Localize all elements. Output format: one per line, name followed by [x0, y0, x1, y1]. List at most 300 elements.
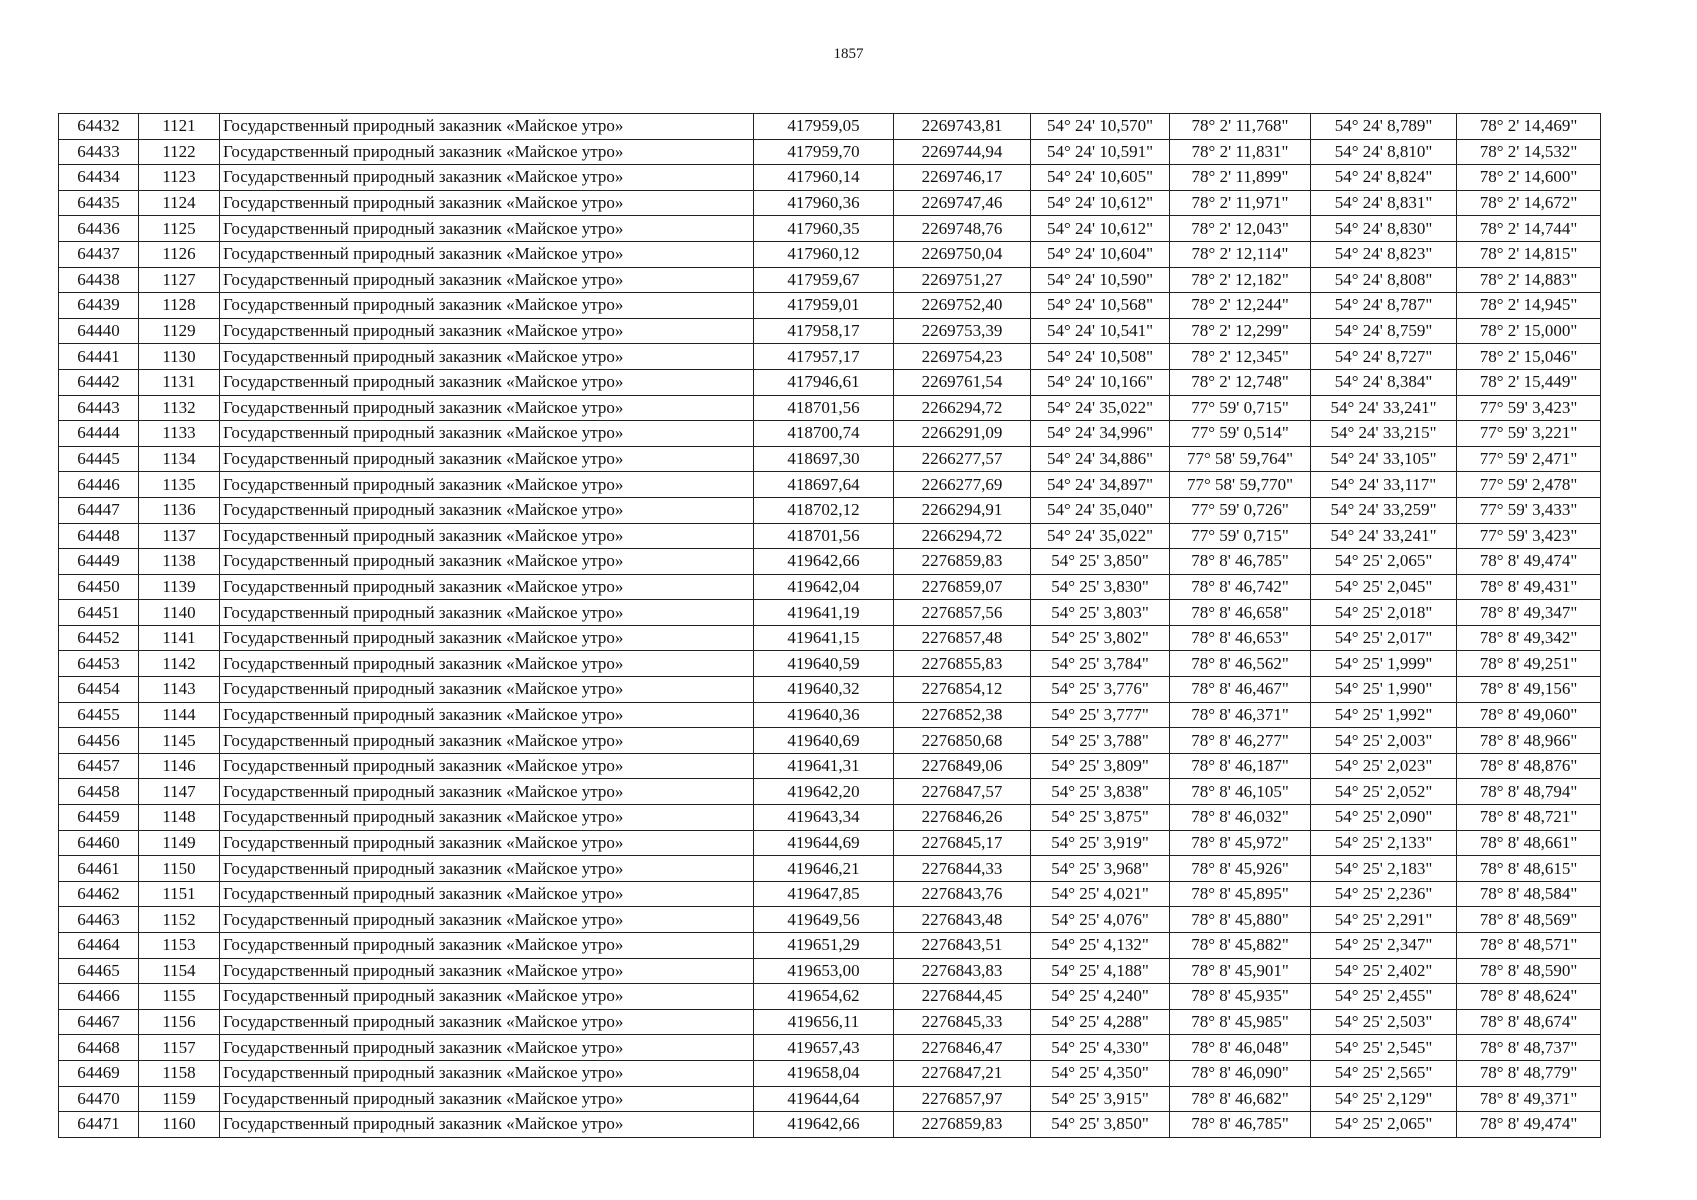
point-number-cell: 1140: [139, 600, 220, 626]
point-number-cell: 1156: [139, 1009, 220, 1035]
y-coordinate-cell: 2276854,12: [894, 677, 1031, 703]
longitude-1-cell: 78° 8' 45,926": [1170, 856, 1311, 882]
point-number-cell: 1125: [139, 216, 220, 242]
x-coordinate-cell: 419641,31: [754, 753, 894, 779]
table-row: [59, 497, 1601, 523]
row-id-cell: 64466: [59, 984, 139, 1010]
row-id-cell: 64449: [59, 549, 139, 575]
point-number-cell: 1129: [139, 318, 220, 344]
row-id-cell: 64456: [59, 728, 139, 754]
y-coordinate-cell: 2276859,07: [894, 574, 1031, 600]
latitude-2-cell: 54° 25' 1,990": [1311, 677, 1457, 703]
y-coordinate-cell: 2269744,94: [894, 139, 1031, 165]
territory-name-cell: Государственный природный заказник «Майское утро»: [220, 651, 754, 677]
page-number: 1857: [833, 46, 864, 62]
latitude-1-cell: 54° 24' 34,996": [1031, 421, 1170, 447]
longitude-2-cell: 78° 8' 48,590": [1457, 958, 1601, 984]
row-id-cell: 64470: [59, 1086, 139, 1112]
row-id-cell: 64462: [59, 881, 139, 907]
row-id-cell: 64438: [59, 267, 139, 293]
latitude-1-cell: 54° 24' 10,612": [1031, 190, 1170, 216]
point-number-cell: 1150: [139, 856, 220, 882]
longitude-2-cell: 78° 8' 49,060": [1457, 702, 1601, 728]
x-coordinate-cell: 419646,21: [754, 856, 894, 882]
territory-name-cell: Государственный природный заказник «Майское утро»: [220, 779, 754, 805]
table-row: [59, 523, 1601, 549]
point-number-cell: 1147: [139, 779, 220, 805]
longitude-2-cell: 78° 2' 14,744": [1457, 216, 1601, 242]
longitude-1-cell: 77° 58' 59,770": [1170, 472, 1311, 498]
y-coordinate-cell: 2276847,57: [894, 779, 1031, 805]
territory-name-cell: Государственный природный заказник «Майское утро»: [220, 139, 754, 165]
table-row: [59, 677, 1601, 703]
row-id-cell: 64458: [59, 779, 139, 805]
x-coordinate-cell: 419644,64: [754, 1086, 894, 1112]
territory-name-cell: Государственный природный заказник «Майское утро»: [220, 574, 754, 600]
longitude-2-cell: 78° 8' 49,342": [1457, 625, 1601, 651]
row-id-cell: 64455: [59, 702, 139, 728]
point-number-cell: 1141: [139, 625, 220, 651]
longitude-2-cell: 78° 8' 49,474": [1457, 549, 1601, 575]
y-coordinate-cell: 2269752,40: [894, 293, 1031, 319]
longitude-2-cell: 78° 8' 48,624": [1457, 984, 1601, 1010]
territory-name-cell: Государственный природный заказник «Майское утро»: [220, 395, 754, 421]
table-row: [59, 805, 1601, 831]
latitude-1-cell: 54° 24' 10,541": [1031, 318, 1170, 344]
latitude-1-cell: 54° 25' 4,350": [1031, 1060, 1170, 1086]
latitude-2-cell: 54° 25' 2,565": [1311, 1060, 1457, 1086]
table-row: [59, 446, 1601, 472]
latitude-2-cell: 54° 25' 2,065": [1311, 1112, 1457, 1138]
y-coordinate-cell: 2269751,27: [894, 267, 1031, 293]
point-number-cell: 1152: [139, 907, 220, 933]
territory-name-cell: Государственный природный заказник «Майское утро»: [220, 241, 754, 267]
table-row: [59, 1060, 1601, 1086]
row-id-cell: 64453: [59, 651, 139, 677]
y-coordinate-cell: 2266294,91: [894, 497, 1031, 523]
territory-name-cell: Государственный природный заказник «Майское утро»: [220, 625, 754, 651]
table-row: [59, 728, 1601, 754]
longitude-2-cell: 78° 2' 15,449": [1457, 369, 1601, 395]
longitude-1-cell: 78° 2' 11,831": [1170, 139, 1311, 165]
row-id-cell: 64463: [59, 907, 139, 933]
latitude-2-cell: 54° 24' 33,117": [1311, 472, 1457, 498]
row-id-cell: 64448: [59, 523, 139, 549]
territory-name-cell: Государственный природный заказник «Майское утро»: [220, 677, 754, 703]
y-coordinate-cell: 2276847,21: [894, 1060, 1031, 1086]
territory-name-cell: Государственный природный заказник «Майское утро»: [220, 728, 754, 754]
x-coordinate-cell: 419642,04: [754, 574, 894, 600]
row-id-cell: 64451: [59, 600, 139, 626]
longitude-2-cell: 77° 59' 3,423": [1457, 523, 1601, 549]
longitude-1-cell: 77° 59' 0,715": [1170, 395, 1311, 421]
longitude-2-cell: 78° 8' 49,156": [1457, 677, 1601, 703]
longitude-2-cell: 78° 2' 14,532": [1457, 139, 1601, 165]
point-number-cell: 1131: [139, 369, 220, 395]
row-id-cell: 64450: [59, 574, 139, 600]
point-number-cell: 1128: [139, 293, 220, 319]
x-coordinate-cell: 417957,17: [754, 344, 894, 370]
longitude-2-cell: 78° 8' 48,569": [1457, 907, 1601, 933]
longitude-2-cell: 78° 8' 48,584": [1457, 881, 1601, 907]
x-coordinate-cell: 419656,11: [754, 1009, 894, 1035]
point-number-cell: 1160: [139, 1112, 220, 1138]
latitude-2-cell: 54° 25' 2,236": [1311, 881, 1457, 907]
longitude-1-cell: 78° 8' 45,985": [1170, 1009, 1311, 1035]
y-coordinate-cell: 2269754,23: [894, 344, 1031, 370]
territory-name-cell: Государственный природный заказник «Майское утро»: [220, 446, 754, 472]
x-coordinate-cell: 418701,56: [754, 395, 894, 421]
longitude-1-cell: 78° 8' 46,653": [1170, 625, 1311, 651]
territory-name-cell: Государственный природный заказник «Майское утро»: [220, 702, 754, 728]
longitude-1-cell: 78° 2' 12,244": [1170, 293, 1311, 319]
table-row: [59, 881, 1601, 907]
territory-name-cell: Государственный природный заказник «Майское утро»: [220, 114, 754, 140]
latitude-1-cell: 54° 24' 10,604": [1031, 241, 1170, 267]
x-coordinate-cell: 419657,43: [754, 1035, 894, 1061]
territory-name-cell: Государственный природный заказник «Майское утро»: [220, 216, 754, 242]
latitude-1-cell: 54° 25' 3,915": [1031, 1086, 1170, 1112]
x-coordinate-cell: 419654,62: [754, 984, 894, 1010]
y-coordinate-cell: 2276852,38: [894, 702, 1031, 728]
point-number-cell: 1122: [139, 139, 220, 165]
latitude-1-cell: 54° 24' 10,612": [1031, 216, 1170, 242]
table-row: [59, 933, 1601, 959]
longitude-2-cell: 78° 8' 48,661": [1457, 830, 1601, 856]
x-coordinate-cell: 417960,12: [754, 241, 894, 267]
territory-name-cell: Государственный природный заказник «Майское утро»: [220, 907, 754, 933]
row-id-cell: 64440: [59, 318, 139, 344]
y-coordinate-cell: 2269747,46: [894, 190, 1031, 216]
point-number-cell: 1124: [139, 190, 220, 216]
latitude-2-cell: 54° 24' 33,241": [1311, 395, 1457, 421]
point-number-cell: 1135: [139, 472, 220, 498]
latitude-1-cell: 54° 24' 10,568": [1031, 293, 1170, 319]
point-number-cell: 1158: [139, 1060, 220, 1086]
y-coordinate-cell: 2276844,45: [894, 984, 1031, 1010]
y-coordinate-cell: 2276843,76: [894, 881, 1031, 907]
longitude-2-cell: 78° 8' 48,721": [1457, 805, 1601, 831]
table-row: [59, 293, 1601, 319]
y-coordinate-cell: 2276849,06: [894, 753, 1031, 779]
y-coordinate-cell: 2276845,33: [894, 1009, 1031, 1035]
territory-name-cell: Государственный природный заказник «Майское утро»: [220, 369, 754, 395]
table-row: [59, 830, 1601, 856]
latitude-2-cell: 54° 25' 2,291": [1311, 907, 1457, 933]
point-number-cell: 1142: [139, 651, 220, 677]
longitude-1-cell: 78° 8' 46,785": [1170, 1112, 1311, 1138]
territory-name-cell: Государственный природный заказник «Майское утро»: [220, 1086, 754, 1112]
table-row: [59, 856, 1601, 882]
latitude-1-cell: 54° 25' 3,850": [1031, 549, 1170, 575]
table-row: [59, 421, 1601, 447]
table-row: [59, 369, 1601, 395]
row-id-cell: 64444: [59, 421, 139, 447]
longitude-1-cell: 78° 2' 12,299": [1170, 318, 1311, 344]
latitude-2-cell: 54° 24' 8,810": [1311, 139, 1457, 165]
territory-name-cell: Государственный природный заказник «Майское утро»: [220, 805, 754, 831]
longitude-1-cell: 78° 2' 12,345": [1170, 344, 1311, 370]
latitude-1-cell: 54° 24' 34,897": [1031, 472, 1170, 498]
territory-name-cell: Государственный природный заказник «Майское утро»: [220, 421, 754, 447]
row-id-cell: 64447: [59, 497, 139, 523]
x-coordinate-cell: 418700,74: [754, 421, 894, 447]
y-coordinate-cell: 2266294,72: [894, 523, 1031, 549]
row-id-cell: 64471: [59, 1112, 139, 1138]
table-row: [59, 1086, 1601, 1112]
table-row: [59, 574, 1601, 600]
point-number-cell: 1127: [139, 267, 220, 293]
latitude-2-cell: 54° 25' 2,090": [1311, 805, 1457, 831]
territory-name-cell: Государственный природный заказник «Майское утро»: [220, 497, 754, 523]
longitude-1-cell: 78° 2' 12,748": [1170, 369, 1311, 395]
longitude-1-cell: 78° 2' 11,899": [1170, 165, 1311, 191]
longitude-2-cell: 78° 8' 48,794": [1457, 779, 1601, 805]
territory-name-cell: Государственный природный заказник «Майское утро»: [220, 933, 754, 959]
row-id-cell: 64452: [59, 625, 139, 651]
point-number-cell: 1145: [139, 728, 220, 754]
point-number-cell: 1159: [139, 1086, 220, 1112]
row-id-cell: 64461: [59, 856, 139, 882]
longitude-2-cell: 78° 2' 15,000": [1457, 318, 1601, 344]
point-number-cell: 1123: [139, 165, 220, 191]
x-coordinate-cell: 419642,66: [754, 549, 894, 575]
longitude-1-cell: 78° 8' 45,880": [1170, 907, 1311, 933]
longitude-1-cell: 78° 8' 46,658": [1170, 600, 1311, 626]
longitude-2-cell: 78° 2' 15,046": [1457, 344, 1601, 370]
point-number-cell: 1132: [139, 395, 220, 421]
x-coordinate-cell: 418697,64: [754, 472, 894, 498]
latitude-1-cell: 54° 25' 3,968": [1031, 856, 1170, 882]
longitude-2-cell: 78° 8' 49,371": [1457, 1086, 1601, 1112]
latitude-2-cell: 54° 25' 2,133": [1311, 830, 1457, 856]
x-coordinate-cell: 419641,15: [754, 625, 894, 651]
latitude-1-cell: 54° 25' 4,240": [1031, 984, 1170, 1010]
longitude-2-cell: 78° 8' 49,474": [1457, 1112, 1601, 1138]
latitude-2-cell: 54° 25' 2,023": [1311, 753, 1457, 779]
territory-name-cell: Государственный природный заказник «Майское утро»: [220, 318, 754, 344]
row-id-cell: 64435: [59, 190, 139, 216]
y-coordinate-cell: 2276859,83: [894, 1112, 1031, 1138]
latitude-1-cell: 54° 25' 4,330": [1031, 1035, 1170, 1061]
longitude-1-cell: 78° 2' 12,043": [1170, 216, 1311, 242]
longitude-2-cell: 78° 8' 49,251": [1457, 651, 1601, 677]
latitude-2-cell: 54° 25' 2,402": [1311, 958, 1457, 984]
latitude-2-cell: 54° 24' 33,215": [1311, 421, 1457, 447]
x-coordinate-cell: 419653,00: [754, 958, 894, 984]
table-row: [59, 267, 1601, 293]
latitude-2-cell: 54° 25' 2,017": [1311, 625, 1457, 651]
latitude-1-cell: 54° 24' 10,590": [1031, 267, 1170, 293]
latitude-2-cell: 54° 25' 2,045": [1311, 574, 1457, 600]
point-number-cell: 1143: [139, 677, 220, 703]
latitude-2-cell: 54° 24' 8,787": [1311, 293, 1457, 319]
x-coordinate-cell: 417960,35: [754, 216, 894, 242]
latitude-2-cell: 54° 25' 2,545": [1311, 1035, 1457, 1061]
longitude-1-cell: 77° 58' 59,764": [1170, 446, 1311, 472]
longitude-1-cell: 78° 8' 46,048": [1170, 1035, 1311, 1061]
longitude-2-cell: 77° 59' 3,423": [1457, 395, 1601, 421]
longitude-1-cell: 78° 8' 46,187": [1170, 753, 1311, 779]
territory-name-cell: Государственный природный заказник «Майское утро»: [220, 1112, 754, 1138]
longitude-1-cell: 78° 8' 45,935": [1170, 984, 1311, 1010]
point-number-cell: 1155: [139, 984, 220, 1010]
row-id-cell: 64465: [59, 958, 139, 984]
territory-name-cell: Государственный природный заказник «Майское утро»: [220, 958, 754, 984]
longitude-2-cell: 78° 2' 14,672": [1457, 190, 1601, 216]
territory-name-cell: Государственный природный заказник «Майское утро»: [220, 600, 754, 626]
longitude-2-cell: 78° 8' 48,966": [1457, 728, 1601, 754]
longitude-2-cell: 77° 59' 3,221": [1457, 421, 1601, 447]
x-coordinate-cell: 417959,01: [754, 293, 894, 319]
latitude-2-cell: 54° 25' 1,992": [1311, 702, 1457, 728]
longitude-2-cell: 78° 8' 48,615": [1457, 856, 1601, 882]
y-coordinate-cell: 2276857,48: [894, 625, 1031, 651]
latitude-1-cell: 54° 25' 3,875": [1031, 805, 1170, 831]
table-row: [59, 216, 1601, 242]
x-coordinate-cell: 417959,70: [754, 139, 894, 165]
row-id-cell: 64454: [59, 677, 139, 703]
longitude-1-cell: 78° 2' 11,768": [1170, 114, 1311, 140]
territory-name-cell: Государственный природный заказник «Майское утро»: [220, 549, 754, 575]
longitude-2-cell: 78° 8' 48,779": [1457, 1060, 1601, 1086]
latitude-1-cell: 54° 25' 3,803": [1031, 600, 1170, 626]
y-coordinate-cell: 2269748,76: [894, 216, 1031, 242]
x-coordinate-cell: 417959,67: [754, 267, 894, 293]
latitude-1-cell: 54° 24' 10,508": [1031, 344, 1170, 370]
y-coordinate-cell: 2276843,51: [894, 933, 1031, 959]
latitude-1-cell: 54° 25' 3,784": [1031, 651, 1170, 677]
latitude-2-cell: 54° 24' 8,831": [1311, 190, 1457, 216]
longitude-2-cell: 77° 59' 3,433": [1457, 497, 1601, 523]
row-id-cell: 64467: [59, 1009, 139, 1035]
table-row: [59, 114, 1601, 140]
longitude-1-cell: 78° 8' 45,895": [1170, 881, 1311, 907]
y-coordinate-cell: 2276846,26: [894, 805, 1031, 831]
latitude-1-cell: 54° 25' 3,777": [1031, 702, 1170, 728]
longitude-2-cell: 78° 2' 14,815": [1457, 241, 1601, 267]
longitude-1-cell: 78° 8' 46,467": [1170, 677, 1311, 703]
row-id-cell: 64433: [59, 139, 139, 165]
point-number-cell: 1154: [139, 958, 220, 984]
point-number-cell: 1153: [139, 933, 220, 959]
y-coordinate-cell: 2276843,48: [894, 907, 1031, 933]
longitude-2-cell: 78° 8' 48,674": [1457, 1009, 1601, 1035]
row-id-cell: 64464: [59, 933, 139, 959]
y-coordinate-cell: 2269761,54: [894, 369, 1031, 395]
point-number-cell: 1136: [139, 497, 220, 523]
longitude-2-cell: 78° 2' 14,600": [1457, 165, 1601, 191]
longitude-2-cell: 78° 8' 49,431": [1457, 574, 1601, 600]
y-coordinate-cell: 2276845,17: [894, 830, 1031, 856]
y-coordinate-cell: 2276850,68: [894, 728, 1031, 754]
x-coordinate-cell: 419651,29: [754, 933, 894, 959]
longitude-1-cell: 78° 8' 46,371": [1170, 702, 1311, 728]
x-coordinate-cell: 417959,05: [754, 114, 894, 140]
longitude-2-cell: 78° 8' 48,876": [1457, 753, 1601, 779]
latitude-2-cell: 54° 24' 33,259": [1311, 497, 1457, 523]
longitude-1-cell: 78° 8' 45,882": [1170, 933, 1311, 959]
row-id-cell: 64459: [59, 805, 139, 831]
y-coordinate-cell: 2276846,47: [894, 1035, 1031, 1061]
latitude-1-cell: 54° 24' 10,570": [1031, 114, 1170, 140]
longitude-1-cell: 78° 8' 46,105": [1170, 779, 1311, 805]
latitude-2-cell: 54° 24' 33,105": [1311, 446, 1457, 472]
territory-name-cell: Государственный природный заказник «Майское утро»: [220, 344, 754, 370]
x-coordinate-cell: 419644,69: [754, 830, 894, 856]
table-row: [59, 139, 1601, 165]
point-number-cell: 1149: [139, 830, 220, 856]
x-coordinate-cell: 419642,66: [754, 1112, 894, 1138]
latitude-2-cell: 54° 24' 8,808": [1311, 267, 1457, 293]
territory-name-cell: Государственный природный заказник «Майское утро»: [220, 293, 754, 319]
x-coordinate-cell: 418701,56: [754, 523, 894, 549]
row-id-cell: 64432: [59, 114, 139, 140]
row-id-cell: 64436: [59, 216, 139, 242]
x-coordinate-cell: 419642,20: [754, 779, 894, 805]
latitude-1-cell: 54° 25' 3,919": [1031, 830, 1170, 856]
x-coordinate-cell: 419641,19: [754, 600, 894, 626]
row-id-cell: 64441: [59, 344, 139, 370]
latitude-1-cell: 54° 25' 3,838": [1031, 779, 1170, 805]
longitude-2-cell: 78° 2' 14,469": [1457, 114, 1601, 140]
latitude-2-cell: 54° 25' 2,347": [1311, 933, 1457, 959]
latitude-2-cell: 54° 24' 8,759": [1311, 318, 1457, 344]
table-row: [59, 907, 1601, 933]
territory-name-cell: Государственный природный заказник «Майское утро»: [220, 1009, 754, 1035]
table-row: [59, 1112, 1601, 1138]
latitude-1-cell: 54° 24' 10,166": [1031, 369, 1170, 395]
coordinates-table: [58, 113, 1601, 1138]
table-row: [59, 625, 1601, 651]
territory-name-cell: Государственный природный заказник «Майское утро»: [220, 1035, 754, 1061]
longitude-1-cell: 77° 59' 0,715": [1170, 523, 1311, 549]
latitude-1-cell: 54° 24' 34,886": [1031, 446, 1170, 472]
point-number-cell: 1130: [139, 344, 220, 370]
table-row: [59, 549, 1601, 575]
table-row: [59, 702, 1601, 728]
table-row: [59, 651, 1601, 677]
point-number-cell: 1138: [139, 549, 220, 575]
territory-name-cell: Государственный природный заказник «Майское утро»: [220, 267, 754, 293]
row-id-cell: 64437: [59, 241, 139, 267]
latitude-1-cell: 54° 25' 3,809": [1031, 753, 1170, 779]
latitude-1-cell: 54° 25' 4,188": [1031, 958, 1170, 984]
y-coordinate-cell: 2276857,56: [894, 600, 1031, 626]
territory-name-cell: Государственный природный заказник «Майское утро»: [220, 856, 754, 882]
x-coordinate-cell: 417958,17: [754, 318, 894, 344]
latitude-2-cell: 54° 24' 8,727": [1311, 344, 1457, 370]
latitude-2-cell: 54° 25' 2,052": [1311, 779, 1457, 805]
y-coordinate-cell: 2269746,17: [894, 165, 1031, 191]
territory-name-cell: Государственный природный заказник «Майское утро»: [220, 984, 754, 1010]
y-coordinate-cell: 2266294,72: [894, 395, 1031, 421]
x-coordinate-cell: 417946,61: [754, 369, 894, 395]
table-row: [59, 600, 1601, 626]
latitude-2-cell: 54° 25' 2,503": [1311, 1009, 1457, 1035]
territory-name-cell: Государственный природный заказник «Майское утро»: [220, 881, 754, 907]
y-coordinate-cell: 2276855,83: [894, 651, 1031, 677]
point-number-cell: 1144: [139, 702, 220, 728]
latitude-2-cell: 54° 24' 8,824": [1311, 165, 1457, 191]
y-coordinate-cell: 2276843,83: [894, 958, 1031, 984]
longitude-1-cell: 78° 8' 46,277": [1170, 728, 1311, 754]
latitude-2-cell: 54° 24' 33,241": [1311, 523, 1457, 549]
latitude-2-cell: 54° 24' 8,384": [1311, 369, 1457, 395]
y-coordinate-cell: 2266277,57: [894, 446, 1031, 472]
point-number-cell: 1146: [139, 753, 220, 779]
y-coordinate-cell: 2266277,69: [894, 472, 1031, 498]
